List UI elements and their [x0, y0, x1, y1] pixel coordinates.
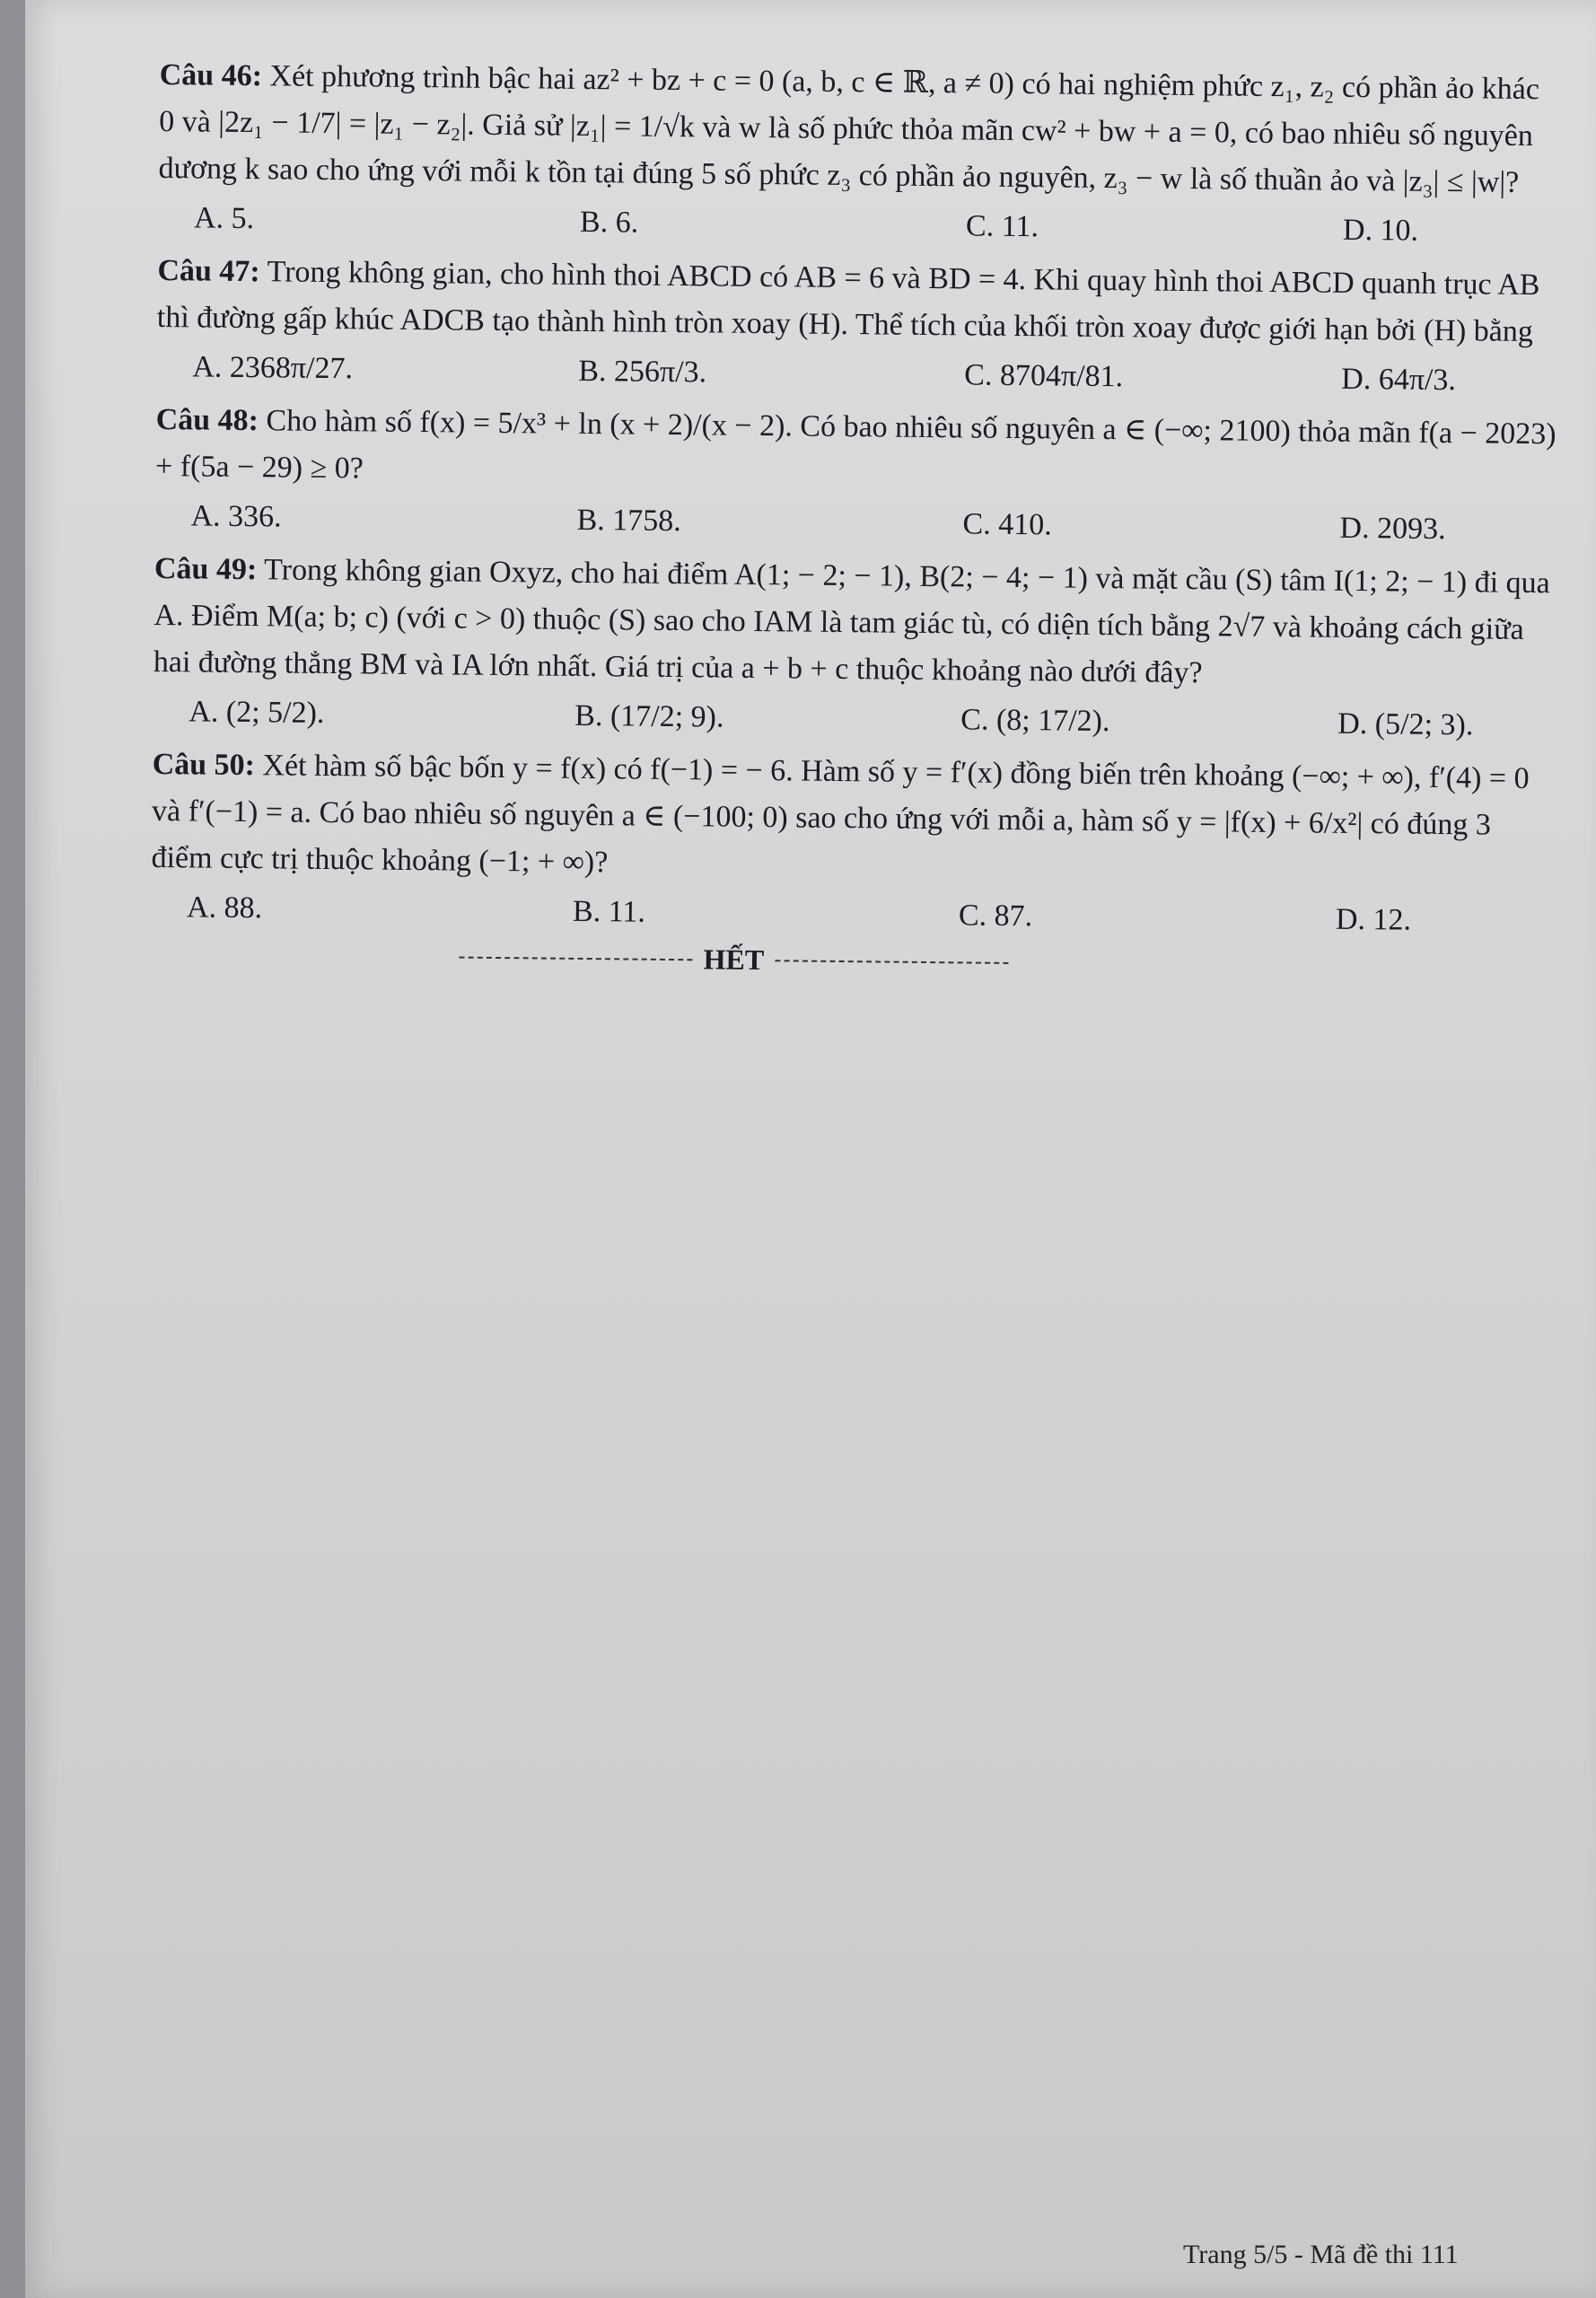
- option-b: B. (17/2; 9).: [574, 698, 724, 734]
- question-number: Câu 49:: [153, 551, 258, 587]
- answer-options: [153, 695, 1553, 743]
- option-a: A. 336.: [190, 499, 282, 534]
- page-footer: Trang 5/5 - Mã đề thi 111: [1183, 2240, 1459, 2269]
- exam-page: [25, 0, 1596, 2298]
- option-c: C. (8; 17/2).: [960, 703, 1110, 739]
- question-text: Xét hàm số bậc bốn y = f(x) có f(−1) = − 6. Hàm số y = f′(x) đồng biến trên khoảng (−∞; + ∞), f′(4) = 0 và f′(−1) = a. Có bao nhiêu số nguyên a ∈ (−100; 0) sao cho ứng với mỗi a, hàm số y = |f(x) + 6/x²| có đúng 3 điểm cực trị thuộc khoảng (−1; + ∞)?: [151, 749, 1530, 880]
- option-a: A. 5.: [193, 201, 255, 236]
- option-b: B. 11.: [572, 894, 646, 929]
- option-a: A. 88.: [186, 890, 263, 925]
- question-46: [158, 52, 1560, 206]
- question-49: [153, 546, 1556, 700]
- option-d: D. 2093.: [1339, 511, 1446, 547]
- option-b: B. 6.: [579, 205, 639, 240]
- question-50: [151, 741, 1553, 896]
- answer-options: [151, 890, 1551, 939]
- option-c: C. 87.: [958, 899, 1033, 934]
- option-a: A. (2; 5/2).: [189, 695, 325, 730]
- option-c: C. 8704π/81.: [964, 358, 1124, 394]
- answer-options: [158, 201, 1558, 250]
- option-b: B. 256π/3.: [578, 354, 707, 390]
- option-c: C. 410.: [962, 507, 1052, 542]
- option-d: D. 10.: [1342, 213, 1419, 248]
- question-text: Trong không gian, cho hình thoi ABCD có AB = 6 và BD = 4. Khi quay hình thoi ABCD quanh trục AB thì đường gấp khúc ADCB tạo thành hình tròn xoay (H). Thể tích của khối tròn xoay được giới hạn bởi (H) bằng: [156, 255, 1540, 349]
- dashed-rule-right: [775, 960, 1008, 964]
- option-d: D. (5/2; 3).: [1337, 706, 1474, 742]
- option-d: D. 12.: [1335, 902, 1412, 937]
- question-text: Xét phương trình bậc hai az² + bz + c = 0 (a, b, c ∈ ℝ, a ≠ 0) có hai nghiệm phức z₁, z₂ có phần ảo khác 0 và |2z₁ − 1/7| = |z₁ − z₂|. Giả sử |z₁| = 1/√k và w là số phức thỏa mãn cw² + bw + a = 0, có bao nhiêu số nguyên dương k sao cho ứng với mỗi k tồn tại đúng 5 số phức z₃ có phần ảo nguyên, z₃ − w là số thuần ảo và |z₃| ≤ |w|?: [158, 59, 1540, 199]
- end-marker: [150, 937, 1317, 983]
- question-47: [157, 248, 1558, 355]
- question-text: Trong không gian Oxyz, cho hai điểm A(1; − 2; − 1), B(2; − 4; − 1) và mặt cầu (S) tâm I(1; 2; − 1) đi qua A. Điểm M(a; b; c) (với c > 0) thuộc (S) sao cho IAM là tam giác tù, có diện tích bằng 2√7 và khoảng cách giữa hai đường thẳng BM và IA lớn nhất. Giá trị của a + b + c thuộc khoảng nào dưới đây?: [153, 553, 1550, 690]
- question-number: Câu 50:: [152, 747, 256, 783]
- option-d: D. 64π/3.: [1341, 362, 1457, 398]
- answer-options: [154, 499, 1555, 548]
- question-number: Câu 46:: [159, 57, 263, 93]
- question-number: Câu 47:: [157, 253, 260, 289]
- question-text: Cho hàm số f(x) = 5/x³ + ln (x + 2)/(x − 2). Có bao nhiêu số nguyên a ∈ (−∞; 2100) thỏa mãn f(a − 2023) + f(5a − 29) ≥ 0?: [154, 404, 1557, 486]
- question-number: Câu 48:: [155, 402, 259, 438]
- option-c: C. 11.: [965, 209, 1039, 244]
- exam-content: [150, 52, 1560, 985]
- question-48: [155, 397, 1557, 504]
- answer-options: [156, 350, 1557, 399]
- option-b: B. 1758.: [576, 503, 681, 539]
- dashed-rule-left: [460, 956, 693, 960]
- end-label: HẾT: [703, 943, 765, 977]
- option-a: A. 2368π/27.: [192, 350, 354, 386]
